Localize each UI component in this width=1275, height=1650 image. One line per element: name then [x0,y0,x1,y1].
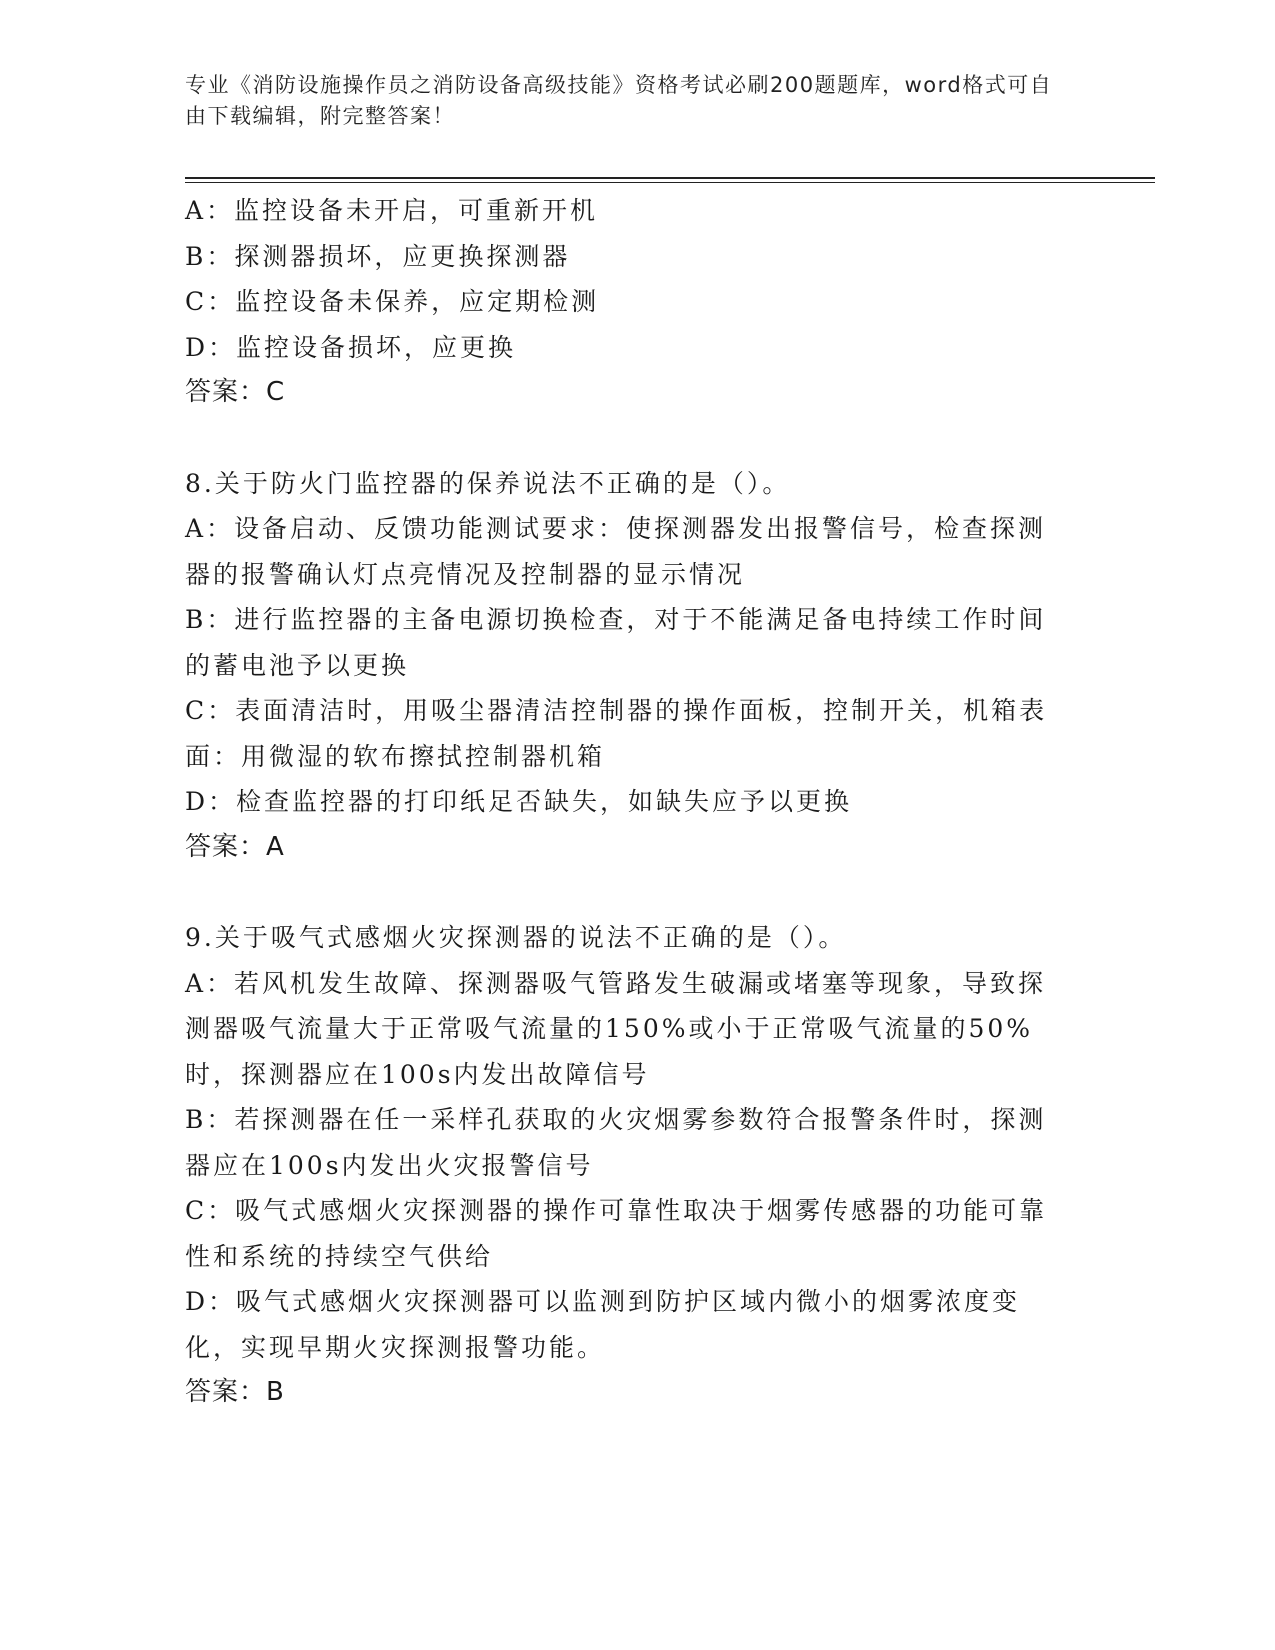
header-rule-thick [185,177,1155,179]
answer-line: 答案：C [185,377,286,407]
option-b: B：进行监控器的主备电源切换检查，对于不能满足备电持续工作时间的蓄电池予以更换 [185,605,1047,680]
answer-line: 答案：A [185,831,285,862]
question-8-block [185,461,1070,871]
header-rule-thin [185,182,1155,183]
question-9-block [185,915,1070,1416]
option-b: B：若探测器在任一采样孔获取的火灾烟雾参数符合报警条件时，探测器应在100s内发出火灾报警信号 [185,1105,1047,1180]
option-d: D：吸气式感烟火灾探测器可以监测到防护区域内微小的烟雾浓度变化，实现早期火灾探测报警功能。 [185,1287,1021,1362]
document-header: 专业《消防设施操作员之消防设备高级技能》资格考试必刷200题题库，word格式可自由下载编辑，附完整答案！ [185,73,1053,128]
question-7-block [185,188,1070,416]
answer-line: 答案：B [185,1377,285,1407]
option-b: B：探测器损坏，应更换探测器 [185,241,571,271]
question-stem: 9.关于吸气式感烟火灾探测器的说法不正确的是（）。 [185,923,847,952]
option-c: C：监控设备未保养，应定期检测 [185,287,600,316]
spacer [185,416,1070,461]
spacer [185,870,1070,915]
option-d: D：检查监控器的打印纸足否缺失，如缺失应予以更换 [185,787,853,816]
option-c: C：吸气式感烟火灾探测器的操作可靠性取决于烟雾传感器的功能可靠性和系统的持续空气供给 [185,1196,1048,1271]
option-a: A：若风机发生故障、探测器吸气管路发生破漏或堵塞等现象，导致探测器吸气流量大于正常吸气流量的150%或小于正常吸气流量的50%时，探测器应在100s内发出故障信号 [185,968,1047,1089]
option-c: C：表面清洁时，用吸尘器清洁控制器的操作面板，控制开关，机箱表面：用微湿的软布擦拭控制器机箱 [185,696,1048,771]
option-a: A：设备启动、反馈功能测试要求：使探测器发出报警信号，检查探测器的报警确认灯点亮情况及控制器的显示情况 [185,514,1047,589]
question-stem: 8.关于防火门监控器的保养说法不正确的是（）。 [185,468,791,498]
question-content [185,188,1070,1416]
option-a: A：监控设备未开启，可重新开机 [185,196,599,225]
option-d: D：监控设备损坏，应更换 [185,332,517,362]
